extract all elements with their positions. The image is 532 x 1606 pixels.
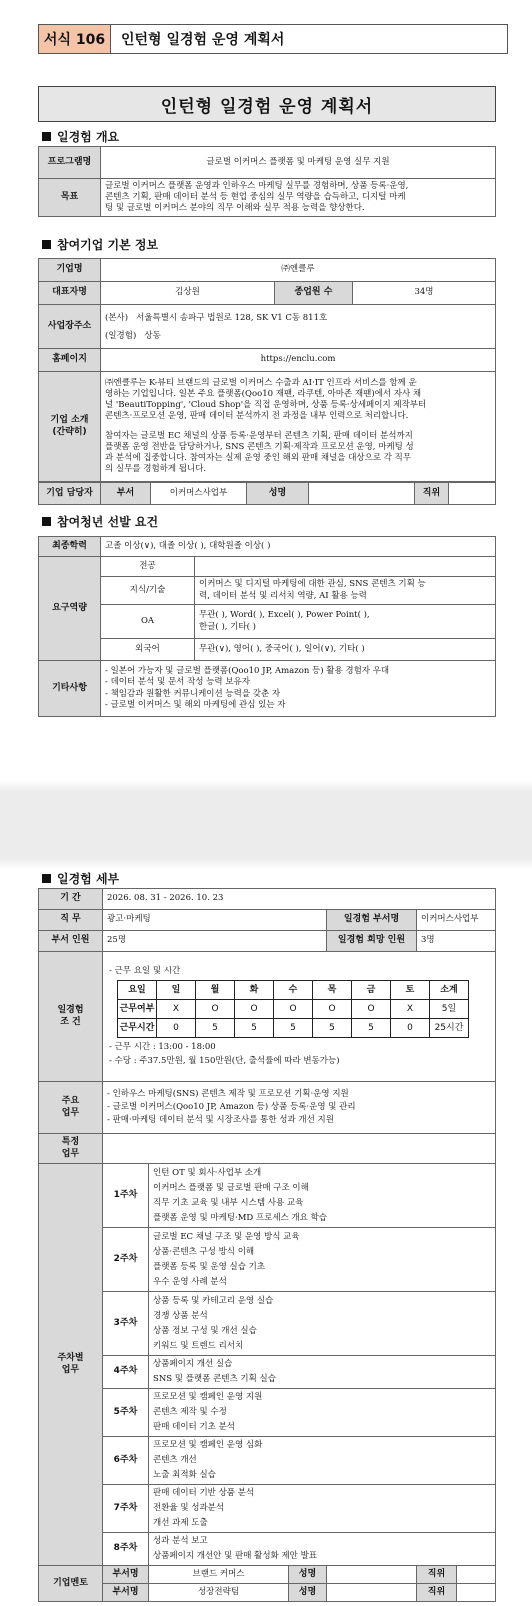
mentor-name-value[interactable] (327, 1584, 417, 1602)
company-table (38, 258, 496, 482)
schedule-header-cell: 수 (274, 981, 313, 1000)
main-duty-value: - 인하우스 마케팅(SNS) 콘텐츠 제작 및 프로모션 기획·운영 지원 - 글로벌 이커머스(Qoo10 JP, Amazon 등) 상품 등록·운영 및 관리 - 판매·마케팅 데이터 분석 및 시장조사를 통한 성과 개선 지원 (103, 1082, 496, 1134)
schedule-cell: 0 (391, 1019, 430, 1038)
oa-value: 무관( ), Word( ), Excel( ), Power Point( ), 한글( ), 기타( ) (195, 605, 496, 639)
schedule-cell: 5일 (430, 1000, 469, 1019)
ceo-label: 대표자명 (39, 282, 101, 305)
contact-dept-value[interactable]: 이커머스사업부 (151, 483, 247, 505)
goal-label: 목표 (39, 179, 101, 217)
company-label: 기업명 (39, 259, 101, 282)
page-2 (0, 870, 532, 1606)
schedule-cell: 25시간 (430, 1019, 469, 1038)
selection-table (38, 536, 496, 717)
section-company-heading: 참여기업 기본 정보 (42, 236, 158, 253)
section-detail-heading: 일경험 세부 (42, 870, 119, 887)
week-label: 5주차 (103, 1389, 149, 1437)
address-site-tag: (일경험) (105, 330, 137, 341)
mentor-dept-label: 부서명 (103, 1584, 149, 1602)
education-value: 고졸 이상(∨), 대졸 이상( ), 대학원졸 이상( ) (101, 537, 496, 557)
special-duty-value (103, 1134, 496, 1164)
schedule-cell: O (235, 1000, 274, 1019)
mentor-label: 기업멘토 (39, 1566, 103, 1602)
contact-label: 기업 담당자 (39, 483, 101, 505)
address-label: 사업장주소 (39, 305, 101, 349)
week-tasks: 상품 등록 및 카테고리 운영 실습 경쟁 상품 분석 상품 정보 구성 및 개선 실습 키워드 및 트렌드 리서치 (149, 1292, 496, 1356)
schedule-header-cell: 목 (313, 981, 352, 1000)
program-value: 글로벌 이커머스 플랫폼 및 마케팅 운영 실무 지원 (101, 147, 496, 179)
week-label: 6주차 (103, 1437, 149, 1485)
program-label: 프로그램명 (39, 147, 101, 179)
language-label: 외국어 (101, 639, 195, 661)
form-header (38, 24, 508, 54)
homepage-value[interactable]: https://enclu.com (101, 349, 496, 372)
mentor-position-value[interactable] (457, 1566, 496, 1584)
education-label: 최종학력 (39, 537, 101, 557)
schedule-cell: 5 (196, 1019, 235, 1038)
address-site: 상동 (144, 330, 161, 341)
mentor-dept-value[interactable]: 브랜드 커머스 (149, 1566, 289, 1584)
week-label: 2주차 (103, 1228, 149, 1292)
job-value: 광고·마케팅 (103, 910, 327, 931)
language-value: 무관(∨), 영어( ), 중국어( ), 일어(∨), 기타( ) (195, 639, 496, 661)
contact-name-value[interactable] (309, 483, 415, 505)
skill-label: 지식/기술 (101, 577, 195, 605)
section-overview-heading: 일경험 개요 (42, 128, 119, 145)
mentor-dept-value[interactable]: 성장전략팀 (149, 1584, 289, 1602)
section-selection-heading: 참여청년 선발 요건 (42, 513, 158, 530)
schedule-header-cell: 요일 (118, 981, 157, 1000)
schedule-cell: 0 (157, 1019, 196, 1038)
mentor-position-label: 직위 (417, 1584, 457, 1602)
week-tasks: 프로모션 및 캠페인 운영 지원 콘텐츠 제작 및 수정 판매 데이터 기초 분석 (149, 1389, 496, 1437)
mentor-name-value[interactable] (327, 1566, 417, 1584)
schedule-cell: O (313, 1000, 352, 1019)
contact-name-label: 성명 (247, 483, 309, 505)
contact-position-value[interactable] (449, 483, 496, 505)
staff-value: 25명 (103, 931, 327, 952)
square-bullet-icon (42, 132, 51, 141)
mentor-dept-label: 부서명 (103, 1566, 149, 1584)
job-label: 직 무 (39, 910, 103, 931)
mentor-position-label: 직위 (417, 1566, 457, 1584)
contact-dept-label: 부서 (101, 483, 151, 505)
address-hq-tag: (본사) (105, 312, 129, 323)
page-1 (0, 0, 532, 780)
square-bullet-icon (42, 517, 51, 526)
staff-label: 부서 인원 (39, 931, 103, 952)
week-tasks: 판매 데이터 기반 상품 분석 전환율 및 성과분석 개선 과제 도출 (149, 1485, 496, 1533)
main-duty-label: 주요 업무 (39, 1082, 103, 1134)
exp-dept-label: 일경험 부서명 (327, 910, 417, 931)
schedule-header-cell: 금 (352, 981, 391, 1000)
want-value: 3명 (417, 931, 496, 952)
week-label: 3주차 (103, 1292, 149, 1356)
week-label: 1주차 (103, 1164, 149, 1228)
week-label: 8주차 (103, 1533, 149, 1566)
schedule-header-cell: 화 (235, 981, 274, 1000)
etc-label: 기타사항 (39, 661, 101, 717)
detail-table (38, 888, 496, 1602)
etc-value: - 일본어 가능자 및 글로벌 플랫폼(Qoo10 JP, Amazon 등) 활용 경험자 우대 - 데이터 분석 및 문서 작성 능력 보유자 - 책임감과 원활한 커뮤니케이션 능력을 갖춘 자 - 글로벌 이커머스 및 해외 마케팅에 관심 있는 자 (101, 661, 496, 717)
schedule-cell: 5 (352, 1019, 391, 1038)
schedule-cell: O (352, 1000, 391, 1019)
exp-dept-value: 이커머스사업부 (417, 910, 496, 931)
schedule-cell: 5 (235, 1019, 274, 1038)
period-label: 기 간 (39, 889, 103, 910)
schedule-cell: 근무여부 (118, 1000, 157, 1019)
employees-value: 34명 (353, 282, 496, 305)
condition-pay: - 수당 : 주37.5만원, 월 150만원(단, 출석률에 따라 변동가능) (109, 1055, 340, 1066)
oa-label: OA (101, 605, 195, 639)
square-bullet-icon (42, 240, 51, 249)
mentor-name-label: 성명 (289, 1584, 327, 1602)
schedule-cell: X (157, 1000, 196, 1019)
page-separator (0, 780, 532, 870)
weekly-label: 주차별 업무 (39, 1164, 103, 1566)
form-title: 인턴형 일경험 운영 계획서 (121, 32, 285, 48)
major-label: 전공 (101, 557, 195, 577)
address-value (101, 305, 496, 349)
want-label: 일경험 희망 인원 (327, 931, 417, 952)
schedule-cell: 5 (313, 1019, 352, 1038)
schedule-cell: 근무시간 (118, 1019, 157, 1038)
schedule-cell: O (274, 1000, 313, 1019)
condition-value (103, 952, 496, 1082)
contact-position-label: 직위 (415, 483, 449, 505)
week-label: 7주차 (103, 1485, 149, 1533)
work-schedule-table (117, 980, 469, 1038)
major-value (195, 557, 496, 577)
goal-value: 글로벌 이커머스 플랫폼 운영과 인하우스 마케팅 실무를 경험하며, 상품 등록·운영, 콘텐츠 기획, 판매 데이터 분석 등 현업 중심의 실무 역량을 습득하고, 디지털 마케 팅 및 글로벌 이커머스 분야의 직무 이해와 실무 적용 능력을 향상한다. (101, 179, 496, 217)
special-duty-label: 특정 업무 (39, 1134, 103, 1164)
intro-label: 기업 소개 (간략히) (39, 372, 101, 482)
skill-value: 이커머스 및 디지털 마케팅에 대한 관심, SNS 콘텐츠 기획 능 력, 데이터 분석 및 리서치 역량, AI 활용 능력 (195, 577, 496, 605)
schedule-header-cell: 일 (157, 981, 196, 1000)
square-bullet-icon (42, 874, 51, 883)
document-title: 인턴형 일경험 운영 계획서 (38, 86, 496, 122)
schedule-cell: 5 (274, 1019, 313, 1038)
week-tasks: 프로모션 및 캠페인 운영 심화 콘텐츠 개선 노출 최적화 실습 (149, 1437, 496, 1485)
period-value: 2026. 08. 31 - 2026. 10. 23 (103, 889, 496, 910)
form-tag: 서식 106 (39, 25, 111, 53)
condition-label: 일경험 조 건 (39, 952, 103, 1082)
schedule-header-cell: 월 (196, 981, 235, 1000)
schedule-header-cell: 토 (391, 981, 430, 1000)
ceo-value: 김상원 (101, 282, 275, 305)
homepage-label: 홈페이지 (39, 349, 101, 372)
overview-table (38, 146, 496, 217)
intro-value: ㈜엔클루는 K-뷰티 브랜드의 글로벌 이커머스 수출과 AI·IT 인프라 서비스를 함께 운 영하는 기업입니다. 일본 주요 플랫폼(Qoo10 재팬, 라쿠텐, 아마존 재팬)에서 자사 채 널 'BeautiTopping', 'Cloud Shop'을 직접 운영하며, 상품 등록·상세페이지 제작부터 콘텐츠·프로모션 운영, 판매 데이터 분석까지 전 과정을 내부 인력으로 처리합니다. 참여자는 글로벌 EC 채널의 상품 등록·운영부터 콘텐츠 기획, 판매 데이터 분석까지 플랫폼 운영 전반을 담당하거나, SNS 콘텐츠 기획·제작과 프로모션 운영, 마케팅 성 과 분석에 집중합니다. 참여자는 실제 운영 중인 해외 판매 채널을 대상으로 각 직무 의 실무를 경험하게 됩니다. (101, 372, 496, 482)
week-tasks: 글로벌 EC 채널 구조 및 운영 방식 교육 상품·콘텐츠 구성 방식 이해 플랫폼 등록 및 운영 실습 기초 우수 운영 사례 분석 (149, 1228, 496, 1292)
schedule-header-cell: 소계 (430, 981, 469, 1000)
competency-label: 요구역량 (39, 557, 101, 661)
schedule-cell: X (391, 1000, 430, 1019)
company-value: ㈜엔클루 (101, 259, 496, 282)
condition-intro: - 근무 요일 및 시간 (109, 966, 181, 977)
mentor-name-label: 성명 (289, 1566, 327, 1584)
week-tasks: 인턴 OT 및 회사·사업부 소개 이커머스 플랫폼 및 글로벌 판매 구조 이해 직무 기초 교육 및 내부 시스템 사용 교육 플랫폼 운영 및 마케팅·MD 프로세스 개요 학습 (149, 1164, 496, 1228)
mentor-position-value[interactable] (457, 1584, 496, 1602)
company-contact-table (38, 482, 496, 505)
week-label: 4주차 (103, 1356, 149, 1389)
address-hq: 서울특별시 송파구 법원로 128, SK V1 C동 811호 (136, 312, 328, 323)
week-tasks: 상품페이지 개선 실습 SNS 및 플랫폼 콘텐츠 기획 실습 (149, 1356, 496, 1389)
employees-label: 종업원 수 (275, 282, 353, 305)
condition-time: - 근무 시간 : 13:00 - 18:00 (109, 1042, 216, 1053)
schedule-cell: O (196, 1000, 235, 1019)
week-tasks: 성과 분석 보고 상품페이지 개선안 및 판매 활성화 제안 발표 (149, 1533, 496, 1566)
